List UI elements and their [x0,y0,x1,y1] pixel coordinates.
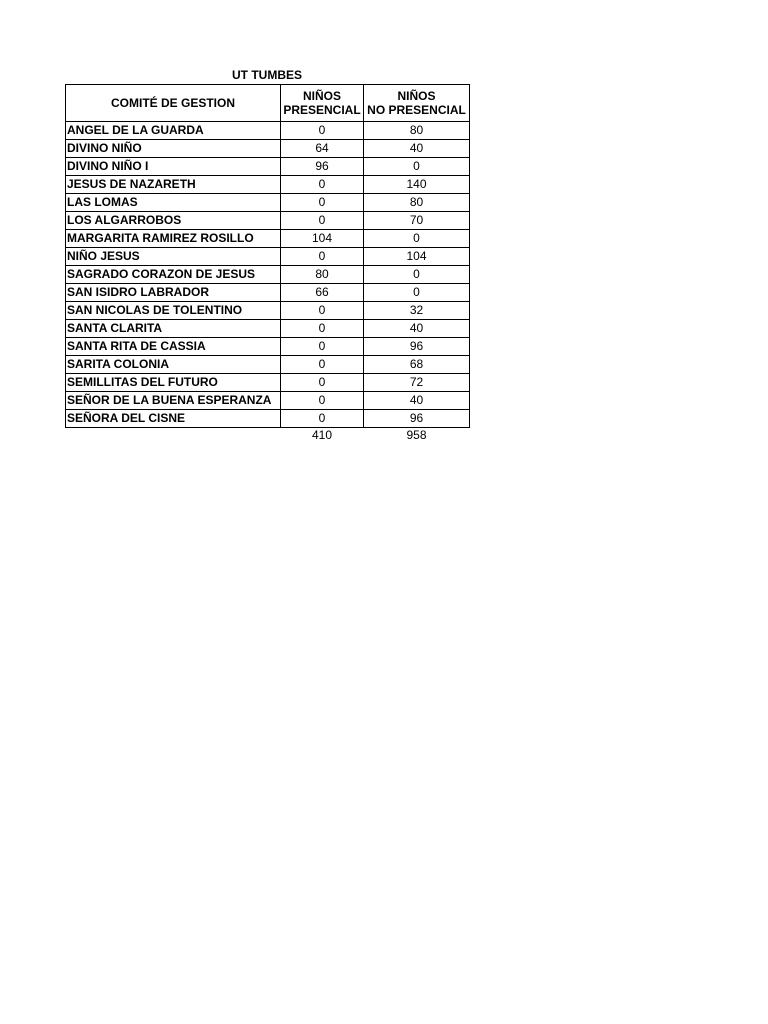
presencial-count: 0 [281,392,364,410]
table-row [66,248,470,266]
no-presencial-count: 70 [364,212,470,230]
committee-name: LOS ALGARROBOS [66,212,281,230]
presencial-count: 80 [281,266,364,284]
committee-name: SAN NICOLAS DE TOLENTINO [66,302,281,320]
presencial-count: 66 [281,284,364,302]
presencial-count: 0 [281,410,364,428]
table-row [66,158,470,176]
total-no-presencial: 958 [406,428,427,442]
committee-name: SANTA CLARITA [66,320,281,338]
presencial-count: 0 [281,356,364,374]
table-row [66,194,470,212]
committee-name: SEÑORA DEL CISNE [66,410,281,428]
committee-name: DIVINO NIÑO [66,140,281,158]
no-presencial-count: 80 [364,194,470,212]
header-presencial-line2: PRESENCIAL [283,103,361,117]
committee-name: SAGRADO CORAZON DE JESUS [66,266,281,284]
committee-name: MARGARITA RAMIREZ ROSILLO [66,230,281,248]
total-presencial: 410 [311,428,333,442]
committee-name: LAS LOMAS [66,194,281,212]
table-row [66,356,470,374]
no-presencial-count: 96 [364,410,470,428]
table-row [66,266,470,284]
header-no-presencial-line2: NO PRESENCIAL [367,103,466,117]
no-presencial-count: 80 [364,122,470,140]
presencial-count: 0 [281,338,364,356]
header-presencial [281,85,364,122]
table-row [66,302,470,320]
committee-name: DIVINO NIÑO I [66,158,281,176]
no-presencial-count: 68 [364,356,470,374]
committee-name: SANTA RITA DE CASSIA [66,338,281,356]
table-row [66,392,470,410]
table-row [66,230,470,248]
presencial-count: 0 [281,320,364,338]
presencial-count: 0 [281,122,364,140]
header-no-presencial-line1: NIÑOS [397,89,436,103]
presencial-count: 0 [281,302,364,320]
no-presencial-count: 104 [364,248,470,266]
page-title: UT TUMBES [232,68,302,82]
committee-name: JESUS DE NAZARETH [66,176,281,194]
committee-name: SEMILLITAS DEL FUTURO [66,374,281,392]
table-row [66,284,470,302]
committee-name: ANGEL DE LA GUARDA [66,122,281,140]
no-presencial-count: 96 [364,338,470,356]
table-row [66,410,470,428]
header-committee: COMITÉ DE GESTION [66,85,281,122]
committee-name: SEÑOR DE LA BUENA ESPERANZA [66,392,281,410]
no-presencial-count: 40 [364,320,470,338]
table-row [66,374,470,392]
table-row [66,320,470,338]
committee-name: SAN ISIDRO LABRADOR [66,284,281,302]
no-presencial-count: 140 [364,176,470,194]
committee-name: SARITA COLONIA [66,356,281,374]
presencial-count: 0 [281,194,364,212]
totals-spacer [66,428,281,444]
header-no-presencial [364,85,470,122]
no-presencial-count: 40 [364,392,470,410]
no-presencial-count: 0 [364,266,470,284]
presencial-count: 104 [281,230,364,248]
no-presencial-count: 72 [364,374,470,392]
presencial-count: 64 [281,140,364,158]
presencial-count: 96 [281,158,364,176]
presencial-count: 0 [281,212,364,230]
presencial-count: 0 [281,374,364,392]
table-row [66,140,470,158]
no-presencial-count: 32 [364,302,470,320]
no-presencial-count: 0 [364,158,470,176]
presencial-count: 0 [281,176,364,194]
totals-row [66,428,470,444]
table-row [66,212,470,230]
no-presencial-count: 0 [364,230,470,248]
committee-table [65,84,470,443]
table-row [66,176,470,194]
table-row [66,338,470,356]
no-presencial-count: 0 [364,284,470,302]
table-row [66,122,470,140]
presencial-count: 0 [281,248,364,266]
no-presencial-count: 40 [364,140,470,158]
committee-name: NIÑO JESUS [66,248,281,266]
header-presencial-line1: NIÑOS [302,89,341,103]
table-header-row [66,85,470,122]
